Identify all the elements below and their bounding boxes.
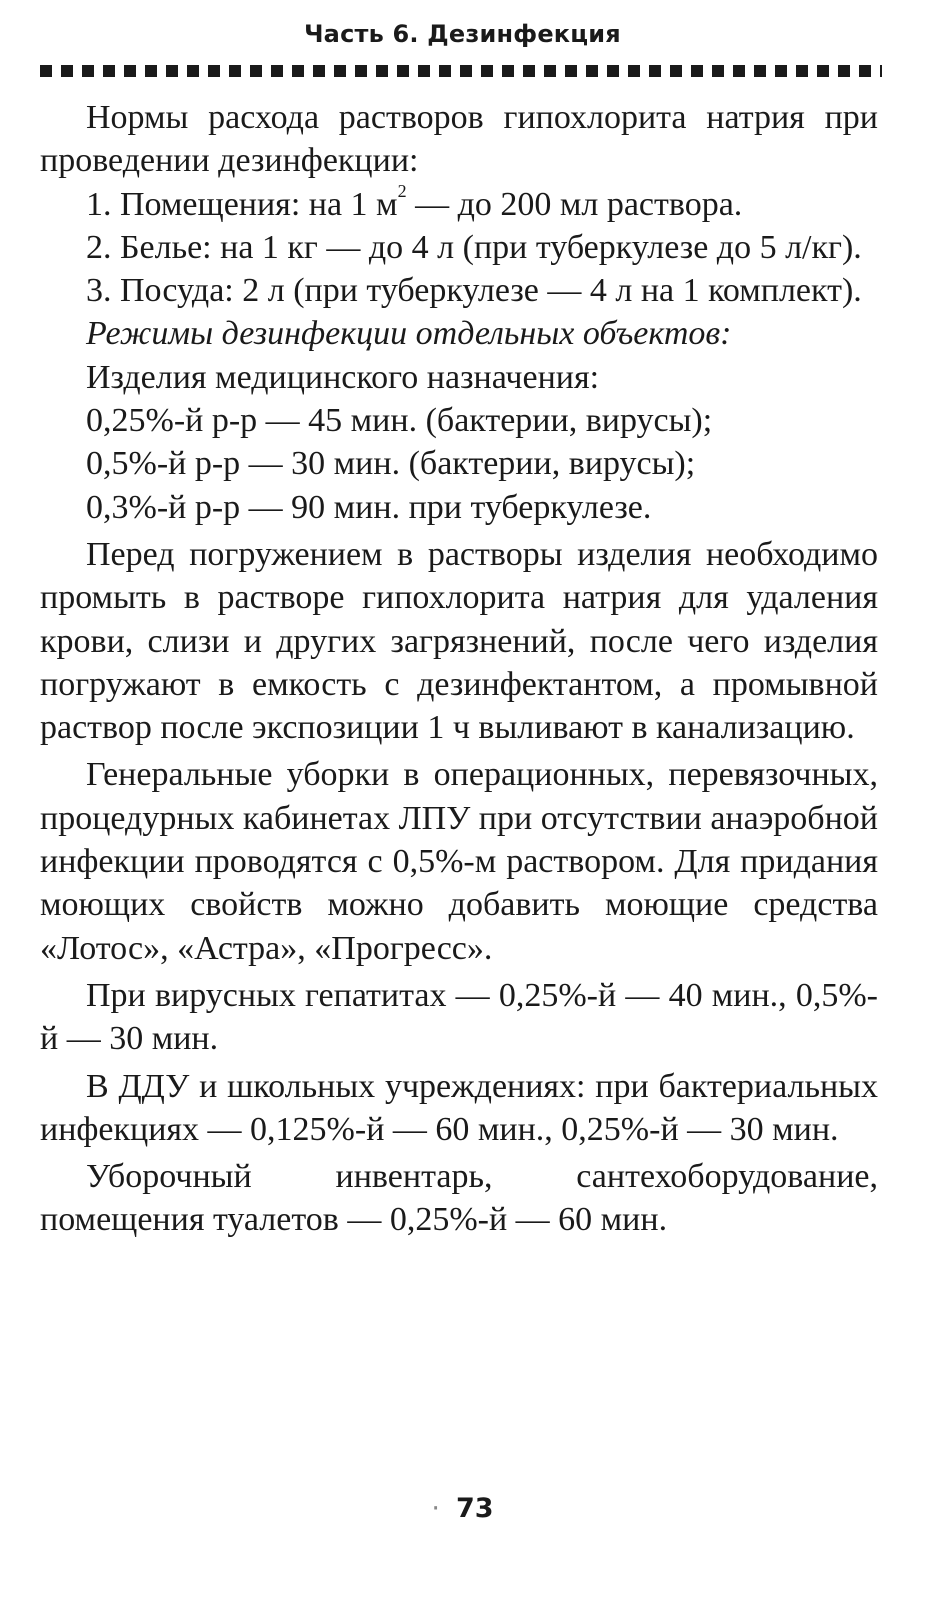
header-dotted-rule <box>40 65 882 77</box>
regime-line-3: 0,3%-й р-р — 90 мин. при туберкулезе. <box>86 488 652 526</box>
regime-line-1: 0,25%-й р-р — 45 мин. (бактерии, вирусы); <box>86 402 713 440</box>
superscript-square: 2 <box>397 180 407 201</box>
regime-line-2: 0,5%-й р-р — 30 мин. (бактерии, вирусы); <box>86 445 696 483</box>
paragraph-norms-intro: Нормы расхода растворов гипохлорита натрия при проведении дезинфекции: <box>40 99 878 180</box>
paragraph-general-cleaning: Генеральные уборки в операционных, перевязочных, процедурных кабинетах ЛПУ при отсутствии анаэробной инфекции проводятся с 0,5%-м раствором. Для придания моющих свойств можно добавить моющие средства «Лотос», «Астра», «Прогресс». <box>40 756 878 967</box>
paragraph-norm-dishes: 3. Посуда: 2 л (при туберкулезе — 4 л на 1 комплект). <box>86 272 862 310</box>
paragraph-cleaning-equipment: Уборочный инвентарь, сантехоборудование, помещения туалетов — 0,25%-й — 60 мин. <box>40 1158 878 1239</box>
page-number: 73 <box>456 1493 494 1524</box>
norm-rooms-text-end: — до 200 мл раствора. <box>406 185 743 223</box>
footer-dot: · <box>431 1493 440 1524</box>
paragraph-viral-hepatitis: При вирусных гепатитах — 0,25%-й — 40 мин., 0,5%-й — 30 мин. <box>40 976 878 1058</box>
running-header: Часть 6. Дезинфекция <box>304 20 621 48</box>
paragraph-norm-rooms <box>40 180 878 226</box>
paragraph-medical-items: Изделия медицинского назначения: <box>86 358 600 396</box>
paragraph-norm-linen: 2. Белье: на 1 кг — до 4 л (при туберкулезе до 5 л/кг). <box>86 228 862 266</box>
page-footer <box>0 1493 925 1524</box>
norm-rooms-text: 1. Помещения: на 1 м <box>86 185 398 223</box>
page-body <box>40 96 878 1242</box>
paragraph-pre-soak: Перед погружением в растворы изделия необходимо промыть в растворе гипохлорита натрия для удаления крови, слизи и других загрязнений, после чего изделия погружают в емкость с дезинфектантом, а промывной раствор после экспозиции 1 ч выливают в канализацию. <box>40 535 878 747</box>
paragraph-schools: В ДДУ и школьных учреждениях: при бактериальных инфекциях — 0,125%-й — 60 мин., 0,25%-й — 30 мин. <box>40 1067 878 1148</box>
section-subheading: Режимы дезинфекции отдельных объектов: <box>86 315 732 353</box>
